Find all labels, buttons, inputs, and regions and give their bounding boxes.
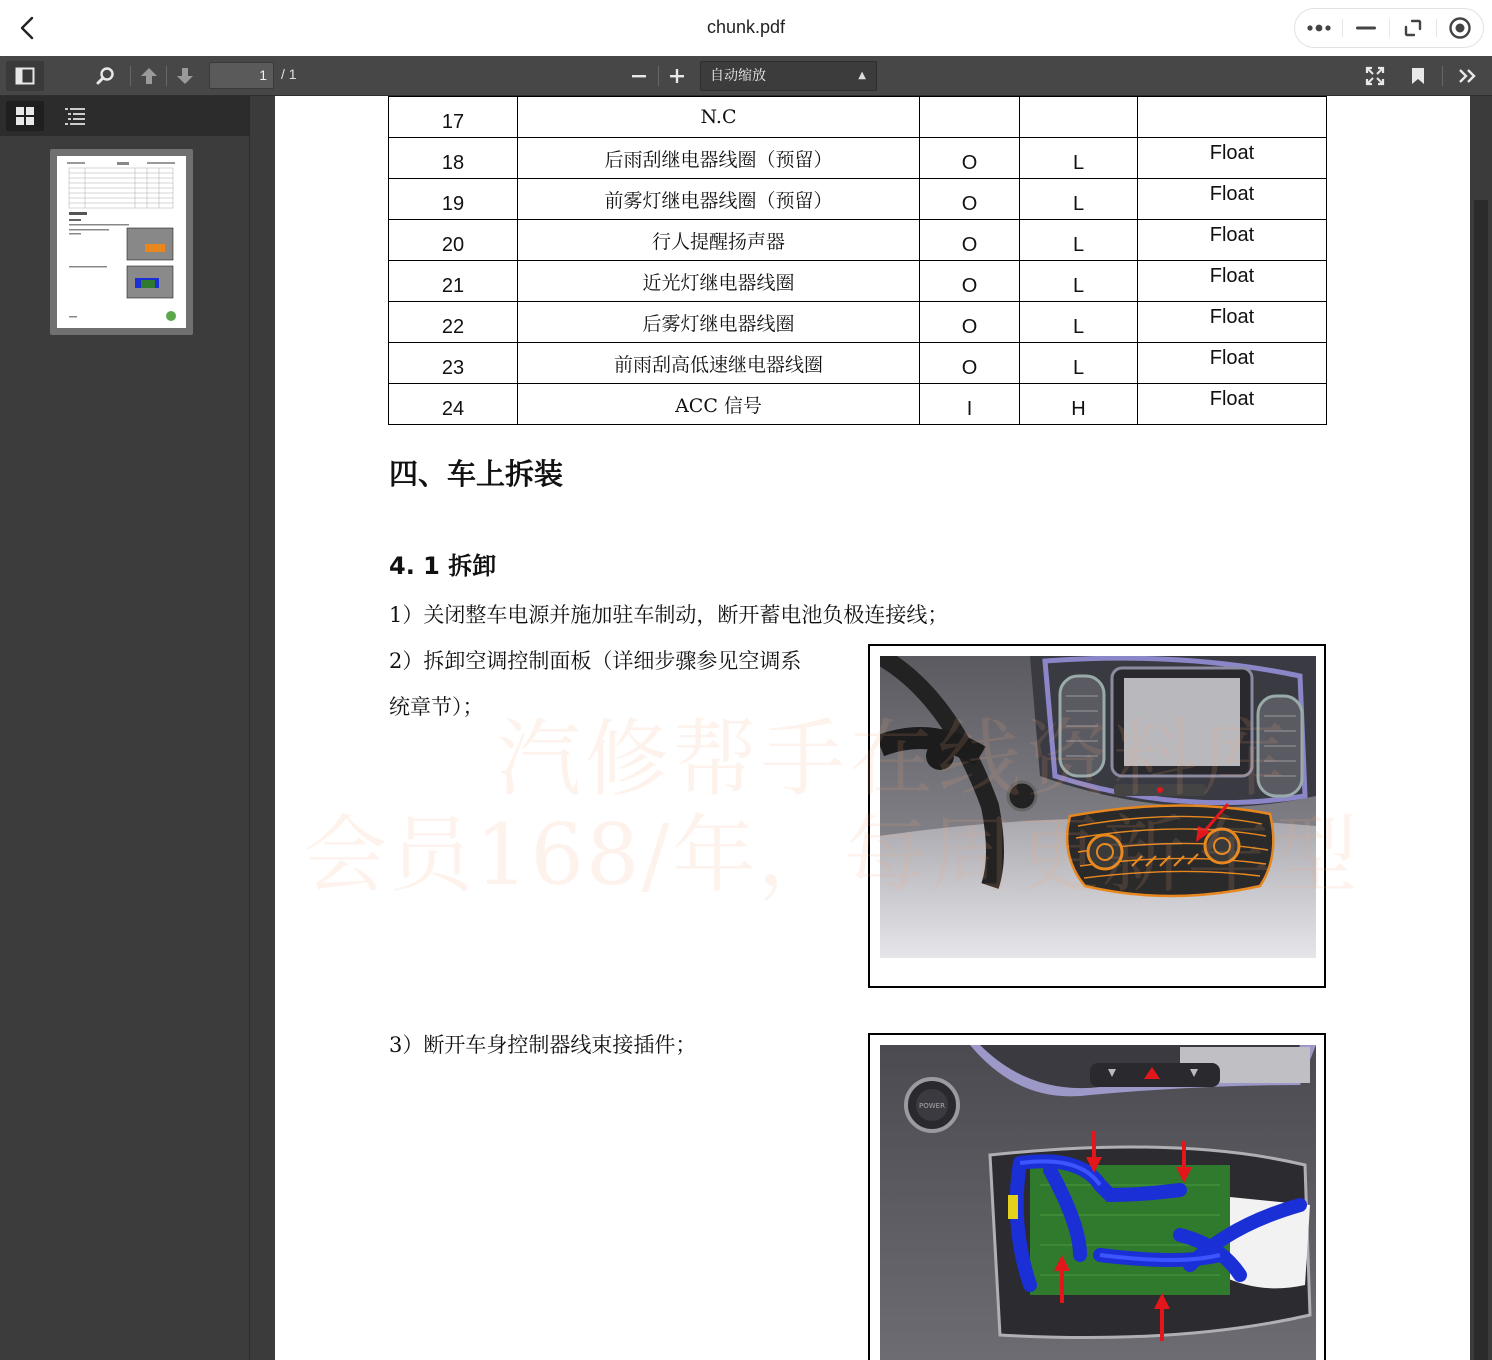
tab-outline[interactable] — [56, 101, 94, 131]
document-viewer[interactable] — [250, 96, 1492, 1360]
close-button[interactable] — [1436, 9, 1483, 47]
table-row — [389, 302, 1327, 343]
pin-name: 前雨刮高低速继电器线圈 — [518, 343, 920, 384]
figure-body-controller-harness — [868, 1033, 1326, 1360]
table-row — [389, 138, 1327, 179]
pin-number: 19 — [389, 179, 518, 220]
pdf-page — [275, 96, 1470, 1360]
fullscreen-button[interactable] — [1360, 61, 1390, 91]
select-caret-icon: ▲ — [858, 70, 866, 81]
pin-level: L — [1020, 179, 1138, 220]
search-icon — [95, 66, 115, 86]
table-row — [389, 97, 1327, 138]
sidebar-toggle-icon — [15, 67, 35, 85]
pin-level: H — [1020, 384, 1138, 425]
pin-level: L — [1020, 138, 1138, 179]
more-tools-button[interactable] — [1452, 61, 1484, 91]
ac-panel-illustration — [880, 656, 1316, 958]
thumbnails-icon — [16, 107, 34, 125]
watermark-line-2: 会员168/年，每周更新车型 — [303, 806, 1360, 904]
next-page-button[interactable] — [170, 61, 200, 91]
pin-level: L — [1020, 343, 1138, 384]
pin-number: 21 — [389, 261, 518, 302]
pin-name: 后雨刮继电器线圈（预留） — [518, 138, 920, 179]
pin-name: 行人提醒扬声器 — [518, 220, 920, 261]
pin-level — [1020, 97, 1138, 138]
page-number-input[interactable]: 1 — [209, 62, 274, 89]
title-bar — [0, 0, 1492, 56]
pin-state: Float — [1138, 343, 1327, 384]
zoom-in-button[interactable] — [662, 61, 692, 91]
toolbar-divider — [1442, 66, 1443, 86]
pin-state: Float — [1138, 261, 1327, 302]
pin-state: Float — [1138, 138, 1327, 179]
step-1-text: 1）关闭整车电源并施加驻车制动，断开蓄电池负极连接线； — [389, 603, 949, 627]
pin-level: L — [1020, 261, 1138, 302]
pin-io: O — [920, 343, 1020, 384]
pin-io: O — [920, 302, 1020, 343]
pin-state: Float — [1138, 220, 1327, 261]
bookmark-icon — [1411, 67, 1425, 85]
table-row — [389, 220, 1327, 261]
pin-name: 近光灯继电器线圈 — [518, 261, 920, 302]
pin-number: 23 — [389, 343, 518, 384]
page-count: / 1 — [281, 66, 297, 82]
table-row — [389, 384, 1327, 425]
tab-thumbnails[interactable] — [6, 101, 44, 131]
pin-io: O — [920, 179, 1020, 220]
more-tools-icon — [1458, 68, 1478, 84]
pin-state: Float — [1138, 179, 1327, 220]
pin-number: 17 — [389, 97, 518, 138]
vertical-scrollbar[interactable] — [1474, 200, 1488, 1360]
page-thumbnail[interactable] — [50, 149, 193, 335]
bcm-harness-illustration — [880, 1045, 1316, 1360]
sidebar — [0, 96, 250, 1360]
search-button[interactable] — [90, 61, 120, 91]
pin-io: O — [920, 138, 1020, 179]
outline-icon — [65, 107, 85, 125]
pin-number: 20 — [389, 220, 518, 261]
pin-io: O — [920, 220, 1020, 261]
step-2-text-line-1: 2）拆卸空调控制面板（详细步骤参见空调系 — [389, 649, 802, 673]
bookmark-button[interactable] — [1404, 61, 1432, 91]
power-button-label: POWER — [919, 1102, 945, 1110]
toolbar-divider — [658, 66, 659, 86]
step-2-text-line-2: 统章节）； — [389, 695, 484, 719]
previous-page-button[interactable] — [134, 61, 164, 91]
pin-table — [388, 96, 1327, 425]
pin-level: L — [1020, 220, 1138, 261]
next-page-icon — [175, 66, 195, 86]
pin-io: O — [920, 261, 1020, 302]
table-row — [389, 261, 1327, 302]
zoom-out-button[interactable] — [624, 61, 654, 91]
document-title: chunk.pdf — [706, 17, 786, 37]
sub-heading: 4. 1 拆卸 — [389, 552, 497, 580]
pin-io — [920, 97, 1020, 138]
pin-state: Float — [1138, 302, 1327, 343]
section-heading: 四、车上拆装 — [389, 457, 564, 491]
sidebar-tabs — [0, 96, 249, 136]
pin-name: ACC 信号 — [518, 384, 920, 425]
pin-name: 后雾灯继电器线圈 — [518, 302, 920, 343]
pin-io: I — [920, 384, 1020, 425]
pin-level: L — [1020, 302, 1138, 343]
zoom-out-icon — [631, 68, 647, 84]
pin-name: N.C — [518, 97, 920, 138]
pin-number: 18 — [389, 138, 518, 179]
restore-button[interactable] — [1389, 9, 1436, 47]
figure-ac-control-panel — [868, 644, 1326, 988]
zoom-in-icon — [669, 68, 685, 84]
restore-window-icon — [1403, 18, 1423, 38]
minimize-button[interactable] — [1342, 9, 1389, 47]
more-dots-icon — [1306, 23, 1332, 33]
pin-name: 前雾灯继电器线圈（预留） — [518, 179, 920, 220]
table-row — [389, 179, 1327, 220]
pin-state — [1138, 97, 1327, 138]
minimize-icon — [1356, 26, 1376, 30]
pin-number: 24 — [389, 384, 518, 425]
fullscreen-icon — [1365, 66, 1385, 86]
toggle-sidebar-button[interactable] — [6, 61, 44, 91]
toolbar-divider — [130, 66, 131, 86]
zoom-select[interactable] — [700, 61, 877, 91]
more-options-button[interactable] — [1295, 9, 1342, 47]
previous-page-icon — [139, 66, 159, 86]
table-row — [389, 343, 1327, 384]
pdf-toolbar — [0, 56, 1492, 96]
window-controls — [1294, 8, 1484, 48]
pin-state: Float — [1138, 384, 1327, 425]
record-circle-icon — [1448, 16, 1472, 40]
thumbnail-page — [57, 156, 186, 328]
pin-number: 22 — [389, 302, 518, 343]
zoom-select-value: 自动缩放 — [710, 68, 766, 84]
toolbar-divider — [166, 66, 167, 86]
thumbnail-preview — [57, 156, 186, 328]
step-3-text: 3）断开车身控制器线束接插件； — [389, 1033, 697, 1057]
